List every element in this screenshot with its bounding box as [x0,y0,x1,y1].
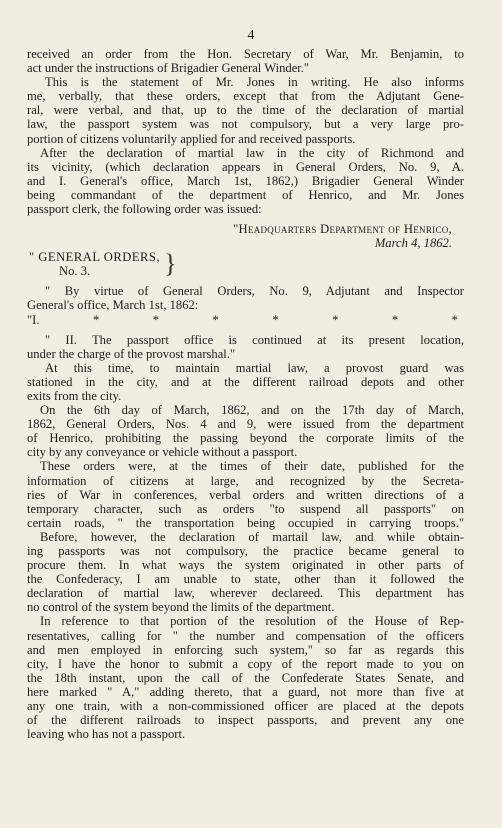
text-line: act under the instructions of Brigadier General Winder." [27,61,310,76]
text-line: the 18th instant, upon the call of the Confederate States Senate, and [27,670,464,685]
text-line: no control of the system beyond the limits of the department. [27,600,335,615]
ellipsis-star: * [152,312,160,327]
ellipsis-star: * [92,312,100,327]
general-orders-heading [27,250,464,278]
text-line: stationed in the city, and at the different railroad depots and other [27,374,464,389]
ellipsis-star: * [272,312,279,327]
text-line: In reference to that portion of the resolution of the House of Rep- [40,614,464,629]
text-line: These orders were, at the times of their date, published for the [40,459,464,474]
text-line: This is the statement of Mr. Jones in writing. He also informs [45,75,464,90]
text-line: passport clerk, the following order was issued: [27,202,262,217]
text-line: the Confederacy, I am unable to state, other than it followed the [27,572,464,587]
text-line: me, verbally, that these orders, except that from the Adjutant Gene- [27,89,464,104]
text-line: city, I have the honor to submit a copy of the report made to you on [27,656,464,671]
paragraph-5 [27,403,464,459]
text-line: declaration of martial law, wherever declareed. This department has [27,586,464,601]
text-line: ing passports was not compulsory, the practice became general to [27,544,464,558]
text-line: of Henrico, prohibiting the passing beyond the corporate limits of the [27,431,464,446]
page-text [27,47,464,741]
text-line: exits from the city. [27,388,122,403]
text-line: here marked " A," adding thereto, that a guard, not more than five at [27,684,464,699]
text-line: and men employed in enforcing such system," so far as regards this [27,642,464,657]
paragraph-8 [27,614,464,741]
text-line: portion of citizens voluntarily applied for and received passports. [27,131,356,146]
text-line: Before, however, the declaration of martail law, and while obtain- [40,529,464,544]
text-line: ries of War in conferences, verbal orders and written directions of a [27,487,464,502]
order-date: March 4, 1862. [374,236,452,251]
text-line: resentatives, calling for " the number and compensation of the officers [27,628,464,643]
text-line: leaving who has not a passport. [27,727,186,742]
item-label: "I. [27,312,40,327]
text-line: city by any conveyance or vehicle without a passport. [27,445,298,460]
ellipsis-star: * [451,312,458,327]
text-line: certain roads, " the transportation being occupied in carrying troops." [27,515,464,530]
text-line: After the declaration of martial law in the city of Richmond and [40,145,464,160]
order-item-1 [27,313,464,327]
quoted-order [27,222,464,361]
brace-glyph: } [164,249,177,279]
text-line: ral, were verbal, and that, up to the time of the declaration of martial [27,103,464,118]
paragraph-3 [27,146,464,216]
text-line: law, the passport system was not compulsory, but a very large pro- [27,117,464,132]
general-orders-number: No. 3. [59,264,91,279]
text-line: 1862, General Orders, Nos. 4 and 9, were issued from the department [27,417,464,432]
text-line: " By virtue of General Orders, No. 9, Adjutant and Inspector [45,284,464,299]
paragraph-4 [27,361,464,403]
page-number: 4 [247,28,255,43]
text-line: " II. The passport office is continued at its present location, [45,332,464,347]
paragraph-1 [27,47,464,75]
text-line: of the different railroads to inspect passports, and prevent any one [27,713,464,728]
text-line: and I. General's office, March 1st, 1862,) Brigadier General Winder [27,173,464,188]
paragraph-7 [27,530,464,615]
text-line: its vicinity, (which declaration appears in General Orders, No. 9, A. [27,159,464,174]
order-headquarters: "Headquarters Department of Henrico, [233,222,452,237]
text-line: procure them. In what ways the system originated in other parts of [27,558,464,573]
general-orders-title: " GENERAL ORDERS, [29,250,161,265]
text-line: any one train, with a non-commissioned officer are placed at the depots [27,699,464,714]
text-line: On the 6th day of March, 1862, and on the 17th day of March, [40,403,464,418]
text-line: At this time, to maintain martial law, a provost guard was [45,360,464,375]
text-line: being commandant of the department of Henrico, and Mr. Jones [27,187,464,202]
text-line: information of citizens at large, and recognized by the Secreta- [27,473,464,488]
text-line: received an order from the Hon. Secretary of War, Mr. Benjamin, to [27,47,464,61]
text-line: General's office, March 1st, 1862: [27,298,199,313]
paragraph-6 [27,459,464,529]
ellipsis-star: * [391,312,399,327]
paragraph-2 [27,75,464,145]
text-line: under the charge of the provost marshal." [27,346,236,361]
text-line: temporary character, such as orders "to suspend all passports" on [27,501,464,516]
ellipsis-star: * [212,312,219,327]
ellipsis-star: * [332,312,339,327]
